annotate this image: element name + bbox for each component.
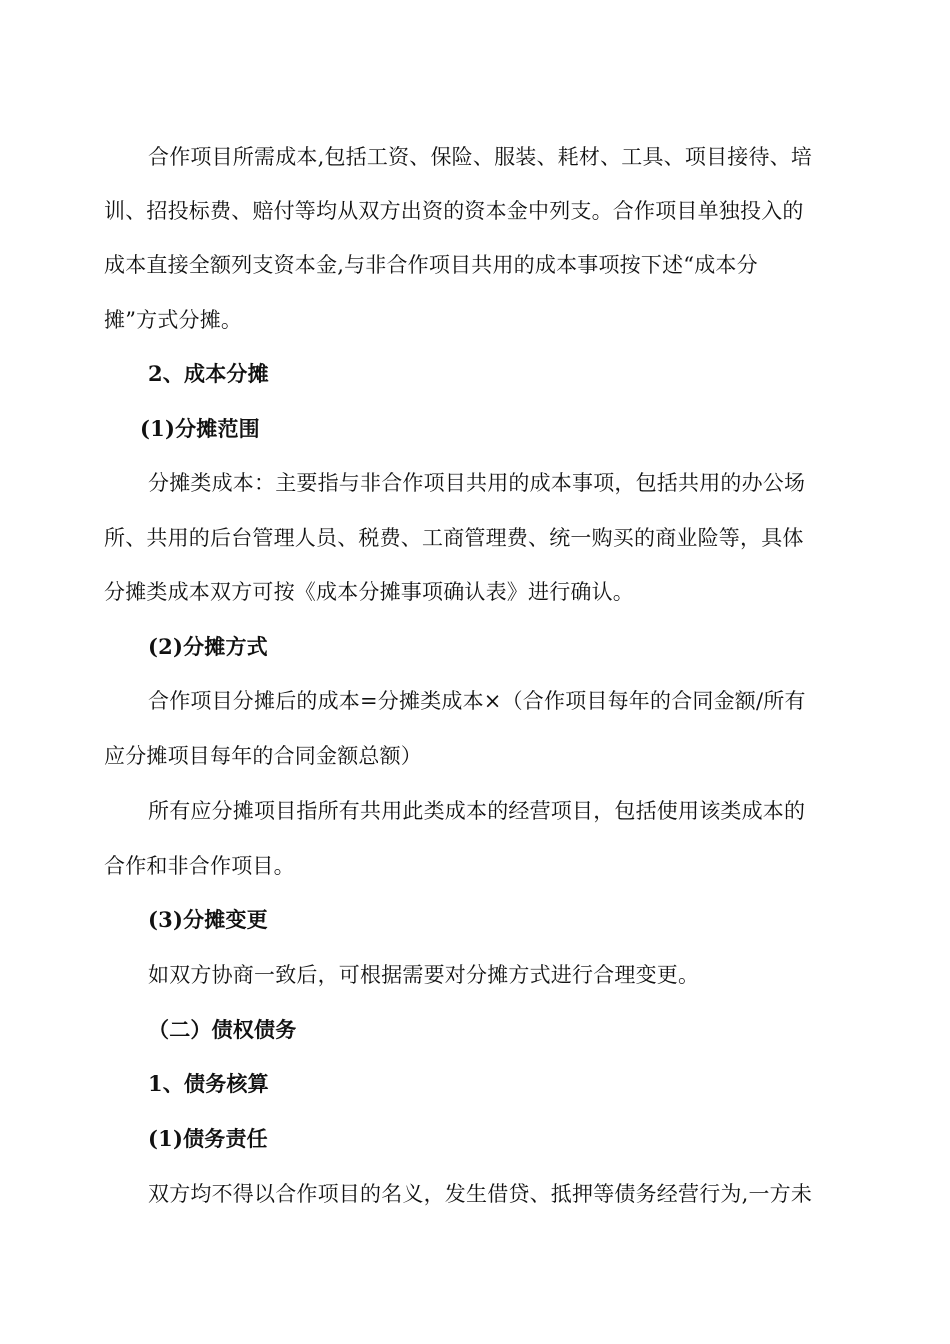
subsection-heading: (2)分摊方式	[148, 634, 268, 659]
paragraph-line: 摊”方式分摊。	[104, 308, 243, 332]
paragraph-line: 合作和非合作项目。	[104, 854, 295, 878]
paragraph-line: 训、招投标费、赔付等均从双方出资的资本金中列支。合作项目单独投入的	[104, 199, 804, 223]
subsection-heading: (3)分摊变更	[148, 907, 268, 932]
section-heading: 2、成本分摊	[148, 361, 269, 386]
paragraph-line: 分摊类成本：主要指与非合作项目共用的成本事项，包括共用的办公场	[148, 471, 806, 495]
section-heading: （二）债权债务	[148, 1017, 297, 1042]
section-heading: 1、债务核算	[148, 1071, 269, 1096]
paragraph-line: 应分摊项目每年的合同金额总额）	[104, 744, 422, 768]
paragraph-line: 合作项目分摊后的成本=分摊类成本×（合作项目每年的合同金额/所有	[148, 689, 806, 713]
paragraph-line: 分摊类成本双方可按《成本分摊事项确认表》进行确认。	[104, 580, 634, 604]
paragraph-line: 双方均不得以合作项目的名义，发生借贷、抵押等债务经营行为,一方未	[148, 1182, 813, 1206]
paragraph-line: 所有应分摊项目指所有共用此类成本的经营项目，包括使用该类成本的	[148, 799, 806, 823]
subsection-heading: (1)债务责任	[148, 1126, 268, 1151]
paragraph-line: 成本直接全额列支资本金,与非合作项目共用的成本事项按下述“成本分	[104, 253, 758, 277]
paragraph-line: 合作项目所需成本,包括工资、保险、服装、耗材、工具、项目接待、培	[148, 145, 813, 169]
paragraph-line: 如双方协商一致后，可根据需要对分摊方式进行合理变更。	[148, 963, 700, 987]
subsection-heading: (1)分摊范围	[140, 416, 260, 441]
paragraph-line: 所、共用的后台管理人员、税费、工商管理费、统一购买的商业险等，具体	[104, 526, 804, 550]
